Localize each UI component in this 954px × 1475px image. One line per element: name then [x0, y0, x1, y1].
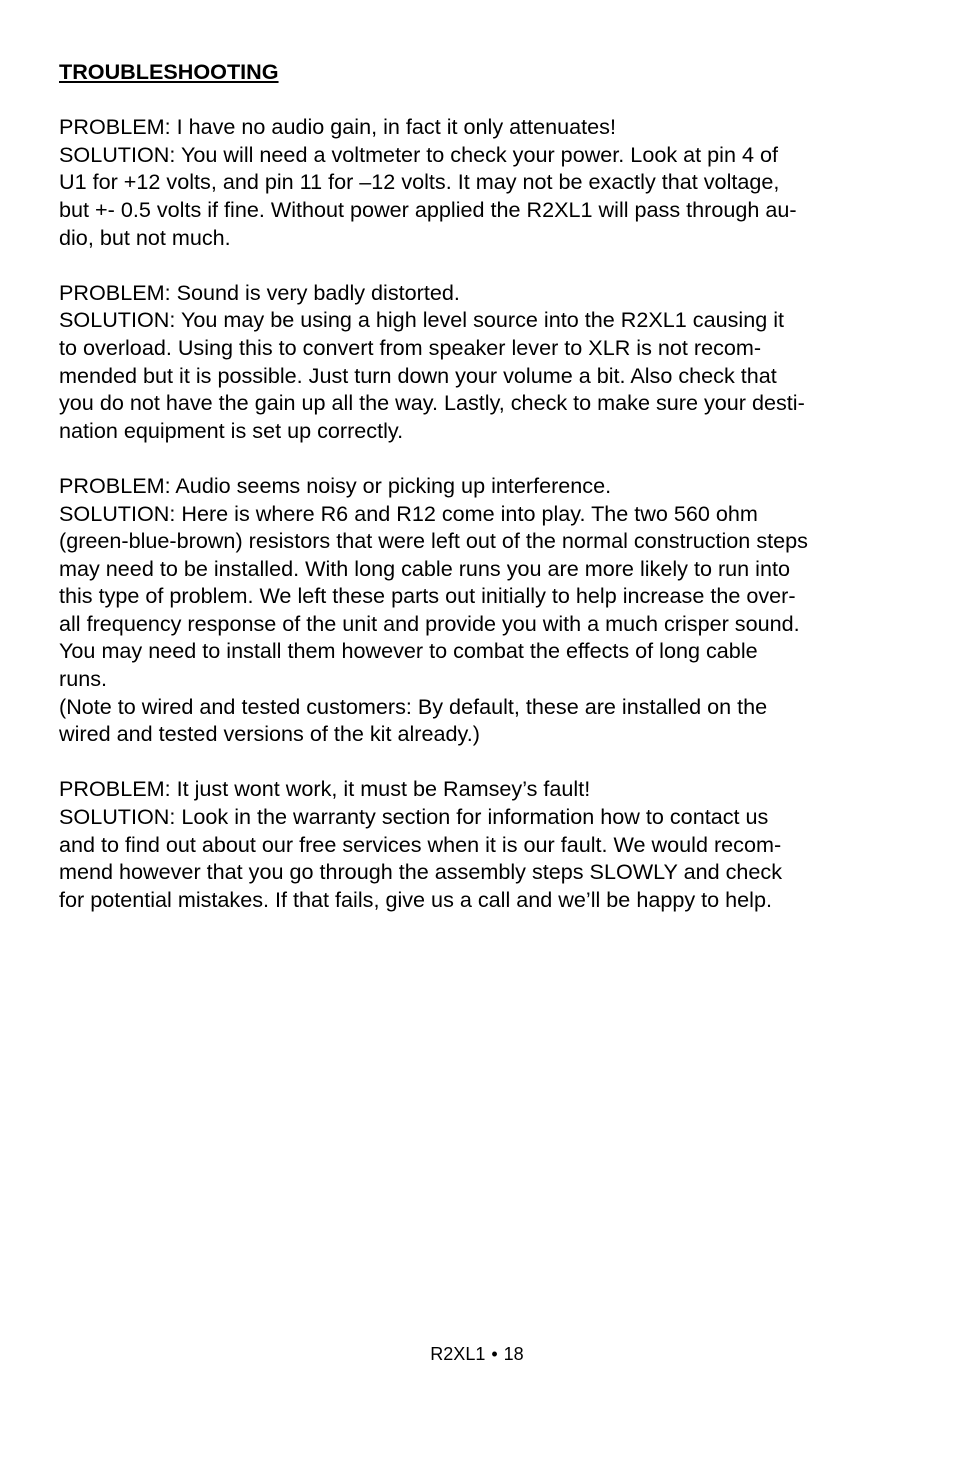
text-line: you do not have the gain up all the way. Lastly, check to make sure your desti- — [59, 390, 805, 416]
text-line: to overload. Using this to convert from speaker lever to XLR is not recom- — [59, 334, 762, 360]
text-line: SOLUTION: You will need a voltmeter to check your power. Look at pin 4 of — [59, 141, 778, 167]
text-line: PROBLEM: I have no audio gain, in fact it only attenuates! — [59, 114, 616, 140]
text-line: this type of problem. We left these parts out initially to help increase the over- — [59, 583, 796, 609]
text-line: (green-blue-brown) resistors that were left out of the normal construction steps — [59, 528, 808, 554]
section-heading: TROUBLESHOOTING — [59, 59, 279, 84]
text-line: for potential mistakes. If that fails, give us a call and we’ll be happy to help. — [59, 886, 772, 912]
text-line: mended but it is possible. Just turn down your volume a bit. Also check that — [59, 362, 777, 388]
text-line: nation equipment is set up correctly. — [59, 417, 404, 443]
text-line: SOLUTION: Here is where R6 and R12 come into play. The two 560 ohm — [59, 500, 758, 526]
text-line: SOLUTION: Look in the warranty section for information how to contact us — [59, 804, 769, 830]
page-footer — [0, 1342, 954, 1366]
text-line: runs. — [59, 666, 108, 692]
page-number: 18 — [503, 1344, 524, 1364]
troubleshooting-entry — [59, 279, 901, 445]
troubleshooting-entry — [59, 113, 901, 251]
text-line: mend however that you go through the assembly steps SLOWLY and check — [59, 859, 782, 885]
text-line: and to find out about our free services when it is our fault. We would recom- — [59, 831, 782, 857]
text-line: may need to be installed. With long cable runs you are more likely to run into — [59, 555, 790, 581]
troubleshooting-entry — [59, 472, 901, 748]
text-line: but +- 0.5 volts if fine. Without power applied the R2XL1 will pass through au- — [59, 196, 797, 222]
bullet-separator: • — [491, 1344, 498, 1364]
text-line: (Note to wired and tested customers: By default, these are installed on the — [59, 693, 768, 719]
footer-product: R2XL1 — [430, 1344, 486, 1364]
troubleshooting-entry — [59, 775, 901, 913]
page-content — [59, 58, 901, 941]
text-line: SOLUTION: You may be using a high level source into the R2XL1 causing it — [59, 307, 785, 333]
text-line: all frequency response of the unit and provide you with a much crisper sound. — [59, 610, 800, 636]
text-line: wired and tested versions of the kit already.) — [59, 721, 480, 747]
text-line: PROBLEM: Audio seems noisy or picking up interference. — [59, 472, 612, 498]
text-line: You may need to install them however to combat the effects of long cable — [59, 638, 758, 664]
text-line: PROBLEM: It just wont work, it must be Ramsey’s fault! — [59, 776, 591, 802]
text-line: dio, but not much. — [59, 224, 231, 250]
text-line: PROBLEM: Sound is very badly distorted. — [59, 279, 460, 305]
text-line: U1 for +12 volts, and pin 11 for –12 volts. It may not be exactly that voltage, — [59, 169, 780, 195]
